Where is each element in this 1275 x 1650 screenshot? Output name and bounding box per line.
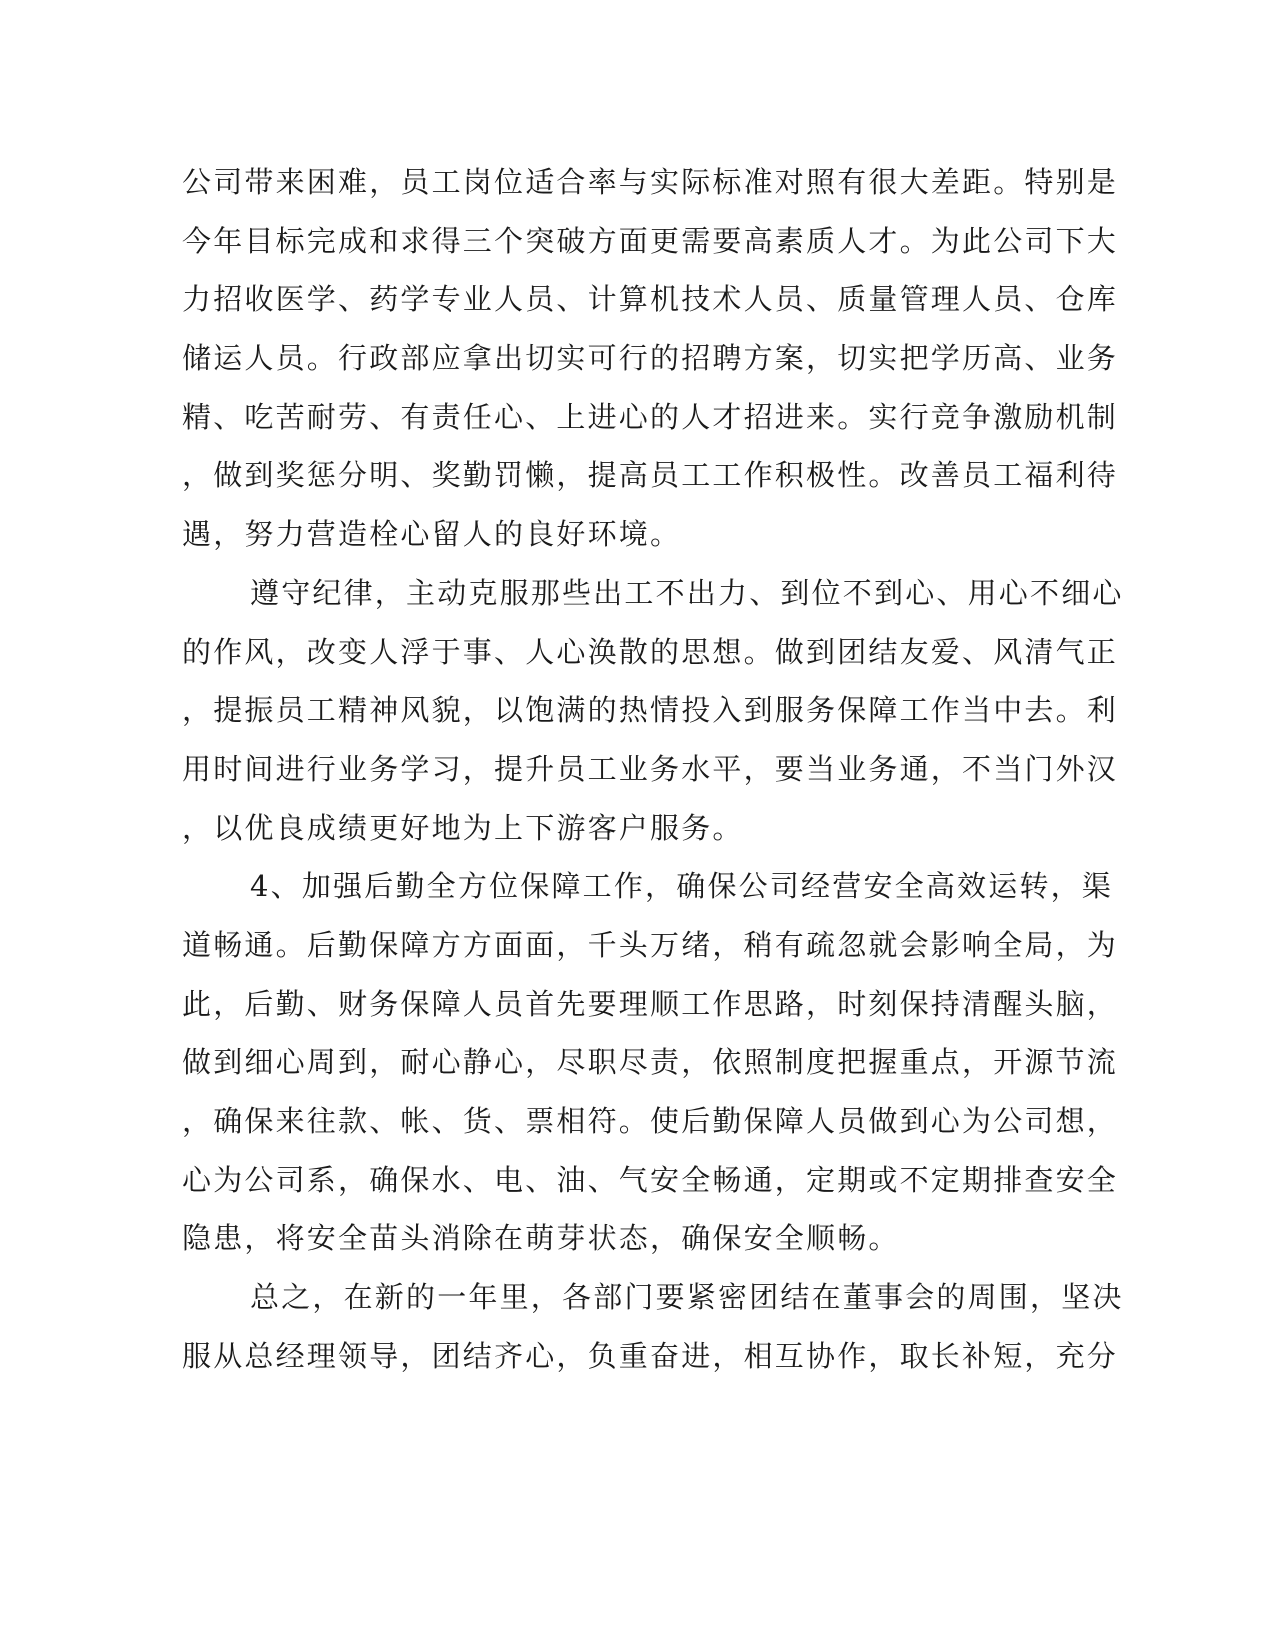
text-line: 今年目标完成和求得三个突破方面更需要高素质人才。为此公司下大 — [182, 223, 1119, 258]
paragraph-first-line: 遵守纪律，主动克服那些出工不出力、到位不到心、用心不细心 — [250, 575, 1124, 610]
text-line: ，做到奖惩分明、奖勤罚懒，提高员工工作积极性。改善员工福利待 — [182, 458, 1119, 493]
text-line: ，提振员工精神风貌，以饱满的热情投入到服务保障工作当中去。利 — [182, 693, 1119, 728]
text-line: 的作风，改变人浮于事、人心涣散的思想。做到团结友爱、风清气正 — [182, 634, 1119, 669]
body-text — [182, 160, 1124, 1392]
text-line: 心为公司系，确保水、电、油、气安全畅通，定期或不定期排查安全 — [182, 1162, 1119, 1197]
paragraph-first-line: 4、加强后勤全方位保障工作，确保公司经营安全高效运转，渠 — [250, 869, 1114, 904]
text-line: 做到细心周到，耐心静心，尽职尽责，依照制度把握重点，开源节流 — [182, 1045, 1119, 1080]
text-line: 精、吃苦耐劳、有责任心、上进心的人才招进来。实行竞争激励机制 — [182, 399, 1119, 434]
text-line: ，确保来往款、帐、货、票相符。使后勤保障人员做到心为公司想， — [182, 1104, 1119, 1138]
text-line: 此，后勤、财务保障人员首先要理顺工作思路，时刻保持清醒头脑， — [182, 986, 1119, 1021]
text-line: 遇，努力营造栓心留人的良好环境。 — [182, 517, 682, 552]
text-line: 服从总经理领导，团结齐心，负重奋进，相互协作，取长补短，充分 — [182, 1338, 1119, 1373]
text-line: 公司带来困难，员工岗位适合率与实际标准对照有很大差距。特别是 — [182, 165, 1119, 199]
text-line: 道畅通。后勤保障方方面面，千头万绪，稍有疏忽就会影响全局，为 — [182, 927, 1119, 962]
paragraph-first-line: 总之，在新的一年里，各部门要紧密团结在董事会的周围，坚决 — [250, 1280, 1124, 1315]
text-line: 隐患，将安全苗头消除在萌芽状态，确保安全顺畅。 — [182, 1221, 900, 1256]
text-line: 储运人员。行政部应拿出切实可行的招聘方案，切实把学历高、业务 — [182, 341, 1119, 376]
text-line: 用时间进行业务学习，提升员工业务水平，要当业务通，不当门外汉 — [182, 751, 1119, 786]
text-line: ，以优良成绩更好地为上下游客户服务。 — [182, 810, 744, 845]
text-line: 力招收医学、药学专业人员、计算机技术人员、质量管理人员、仓库 — [182, 282, 1119, 317]
